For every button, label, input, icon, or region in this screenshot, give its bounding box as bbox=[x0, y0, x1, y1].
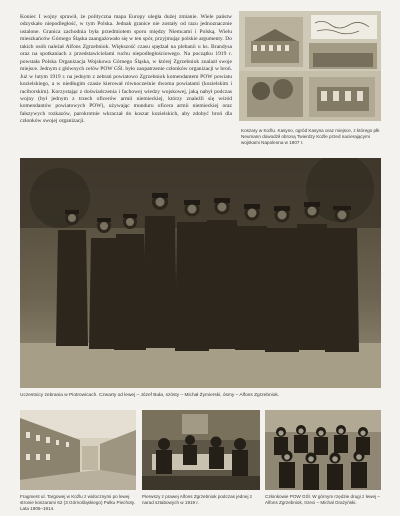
caption-staff-meeting: Pierwszy z prawej Alfons Zgrzebniok podczas jednej z narad sztabowych w 1919 r. bbox=[142, 494, 253, 505]
photo-staff-meeting bbox=[142, 410, 260, 490]
photo-targowa-street bbox=[20, 410, 136, 490]
caption-meeting: Uczestnicy zebrania w Piotrowicach. Czwarty od lewej – Józef Buła, szósty – Michał Żymierski, ósmy – Alfons Zgrzebniok. bbox=[20, 393, 280, 398]
photo-pow-members bbox=[265, 410, 381, 490]
photo-meeting-participants bbox=[20, 158, 381, 388]
caption-pow-members: Członkowie POW GŚl. W górnym rzędzie drugi z lewej – Alfons Zgrzebniok, trzeci – Michał Grażyński. bbox=[265, 494, 380, 505]
caption-barracks: Koszary w Koźlu. Kasyno, ogród Kasyna oraz miejsce, z którego płk Neumann dowodził obroną Twierdzy Koźle przed nacierającymi wojskami Napoleona w 1807 r. bbox=[241, 128, 380, 145]
caption-targowa-street: Fragment ul. Targowej w Koźlu z widocznymi po lewej stronie koszarami 62 (3 Górnośląskiego) Pułku Piechoty. Lata 1905–1914. bbox=[20, 494, 136, 511]
photo-barracks-postcard bbox=[239, 11, 381, 121]
article-body-text: Koniec I wojny sprawił, że polityczna mapa Europy uległa dużej zmianie. Wiele państw odzyskało niepodległość, w tym Polska. Jednak granice nie zostały od razu jednoznacznie ustalone. Granica zachodnia była przedmiotem sporu między Niemcami i Polską. Wielu mieszkańców Górnego Śląska zaangażowało się w ten spór, przyjmując polskie argumenty. Do takich osób należał Alfons Zgrzebniok. Większość czasu spędzał na plebanii u ks. Brandysa oraz na spotkaniach z przedstawicielami ruchu niepodległościowego. Na początku 1919 r. powstała Polska Organizacja Wojskowa Górnego Śląska, w której Zgrzebniok znalazł swoje miejsce. Jednym z głównych celów POW GŚl. było zaopatrzenie członków organizacji w broń. Już w lutym 1919 r. na jednym z zebrań powiatowo Zgrzebniok komendantem POW powiatu kozielskiego, a w niedługim czasie kierował równocześnie dwoma powiatami (kozielskim i raciborskim). Korzystając z doświadczenia i fachowej wiedzy wojskowej, jaką nabył podczas wojny (był jednym z trzech oficerów armii niemieckiej, którzy znaleźli się wśród komendantów powiatowych POW), używając munduru oficera armii niemieckiej oraz fałszywych rozkazów, parokrotnie wkraczał do koszar kozielskich, aby zdobyć broń dla członków swojej organizacji. bbox=[20, 14, 232, 125]
